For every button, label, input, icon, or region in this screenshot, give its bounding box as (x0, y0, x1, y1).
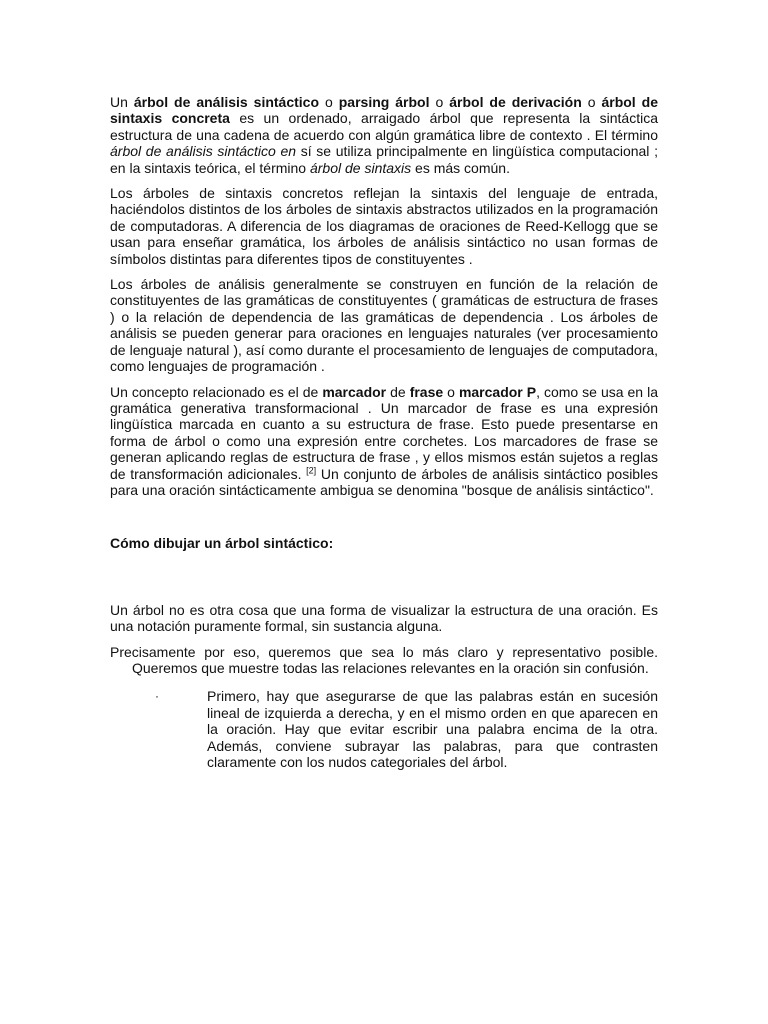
paragraph-phrase-marker (110, 384, 658, 499)
bold-term: marcador P (458, 383, 537, 400)
bold-term: árbol de análisis sintáctico (133, 94, 320, 110)
italic-term: árbol de análisis sintáctico en (110, 143, 297, 160)
text-run: Los árboles de sintaxis concretos reflejan la sintaxis del lenguaje de entrada, haciéndolos distintos de los árboles de sintaxis abstractos utilizados en la programación de computadoras. A diferencia de los diagramas de oraciones de Reed-Kellogg que se usan para enseñar gramática, los árboles de análisis sintáctico no usan formas de símbolos distintas para diferentes tipos de constituyentes . (110, 185, 658, 267)
text-run: Un árbol no es otra cosa que una forma de visualizar la estructura de una oración. Es una notación puramente formal, sin sustancia alguna. (110, 601, 658, 635)
bold-term: árbol de derivación (449, 94, 582, 110)
text-run: de (386, 383, 410, 400)
bold-term: árbol de sintaxis concreta (110, 94, 658, 127)
paragraph-clarity (110, 644, 658, 677)
section-heading: Cómo dibujar un árbol sintáctico: (110, 535, 334, 552)
text-run: o (443, 383, 459, 400)
bullet-icon: · (155, 689, 159, 704)
text-run: o (429, 94, 450, 110)
bold-term: marcador (322, 383, 387, 400)
paragraph-concrete-trees (110, 185, 658, 267)
citation-link[interactable]: [2] (306, 464, 317, 475)
list-item-text: Primero, hay que asegurarse de que las palabras están en sucesión lineal de izquierda a derecha, y en el mismo orden en que aparecen en la oración. Hay que evitar escribir una palabra encima de la otra. Además, conviene subrayar las palabras, para que contrasten claramente con los nudos categoriales del árbol. (207, 688, 658, 770)
text-run: Un (110, 94, 134, 110)
text-run: o (319, 94, 339, 110)
bold-term: frase (409, 383, 444, 400)
list-item (155, 688, 658, 770)
paragraph-tree-notation (110, 602, 658, 635)
paragraph-definition (110, 94, 658, 176)
text-run: , como se usa en la gramática generativa transformacional . Un marcador de frase es una expresión lingüística marcada en cuanto a su estructura de frase. Esto puede presentarse en forma de árbol o como una expresión entre corchetes. Los marcadores de frase se generan aplicando reglas de estructura de frase , y ellos mismos están sujetos a reglas de transformación adicionales. (110, 383, 658, 482)
paragraph-construction (110, 276, 658, 374)
text-run: es más común. (411, 159, 510, 176)
text-run: o (581, 94, 602, 110)
italic-term: árbol de sintaxis (309, 159, 412, 176)
text-run: es un ordenado, arraigado árbol que representa la sintáctica estructura de una cadena de acuerdo con algún gramática libre de contexto . El término (110, 110, 658, 143)
text-run: Los árboles de análisis generalmente se construyen en función de la relación de constituyentes de las gramáticas de constituyentes ( gramáticas de estructura de frases ) o la relación de dependencia de las gramáticas de dependencia . Los árboles de análisis se pueden generar para oraciones en lenguajes naturales (ver procesamiento de lenguaje natural ), así como durante el procesamiento de lenguajes de computadora, como lenguajes de programación . (110, 276, 658, 375)
bold-term: parsing árbol (338, 94, 430, 110)
text-run: Un conjunto de árboles de análisis sintáctico posibles para una oración sintácticamente ambigua se denomina "bosque de análisis sintáctico". (110, 465, 658, 498)
text-run: Un concepto relacionado es el de (110, 383, 323, 400)
text-run: sí se utiliza principalmente en lingüística computacional ; en la sintaxis teórica, el término (110, 143, 658, 176)
text-run: Precisamente por eso, queremos que sea lo más claro y representativo posible. Queremos que muestre todas las relaciones relevantes en la oración sin confusión. (110, 643, 658, 676)
document-page (110, 94, 658, 770)
